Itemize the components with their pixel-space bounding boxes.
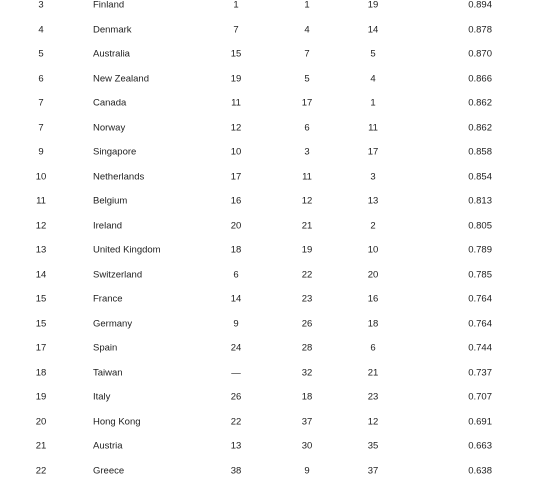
- rank-column-3-cell-text: 19: [367, 0, 379, 11]
- table-row: [0, 287, 550, 312]
- score-cell: 0.862: [468, 97, 492, 109]
- country-cell: Ireland: [93, 219, 123, 231]
- rank-column-3-cell-text: 11: [368, 121, 378, 133]
- rank-column-3-cell-text: 4: [370, 72, 376, 84]
- country-cell: France: [93, 293, 123, 305]
- country-cell: Greece: [93, 464, 125, 476]
- score-cell: 0.785: [468, 268, 492, 280]
- table-row: [0, 385, 550, 410]
- rank-column-3-cell-text: 23: [367, 391, 379, 403]
- table-row: [0, 0, 550, 17]
- rank-cell-text: 22: [35, 464, 47, 476]
- country-cell: Australia: [93, 48, 130, 60]
- rank-column-1-cell-text: 6: [233, 268, 239, 280]
- rank-column-2-cell-text: 37: [301, 415, 313, 427]
- table-row: [0, 189, 550, 214]
- rank-column-3-cell-text: 20: [367, 268, 379, 280]
- rank-column-2-cell-text: 19: [301, 244, 313, 256]
- rank-cell-text: 12: [35, 219, 47, 231]
- rank-column-1-cell-text: 11: [231, 97, 241, 109]
- rank-column-3-cell-text: 12: [367, 415, 379, 427]
- rank-column-2-cell-text: 21: [301, 219, 313, 231]
- score-cell: 0.805: [468, 219, 492, 231]
- rank-column-3-cell-text: 6: [370, 342, 376, 354]
- table-row: [0, 434, 550, 459]
- rank-column-1-cell-text: 10: [230, 146, 242, 158]
- rank-column-1-cell-text: 24: [230, 342, 242, 354]
- country-cell: Italy: [93, 391, 111, 403]
- country-cell: Norway: [93, 121, 126, 133]
- table-row: [0, 115, 550, 140]
- score-cell: 0.866: [468, 72, 492, 84]
- rank-column-1-cell-text: —: [231, 366, 241, 378]
- rank-column-1-cell-text: 19: [230, 72, 242, 84]
- table-row: [0, 17, 550, 42]
- rank-column-1-cell-text: 22: [230, 415, 242, 427]
- score-cell: 0.858: [468, 146, 492, 158]
- table-row: [0, 458, 550, 483]
- rank-column-3-cell-text: 10: [367, 244, 379, 256]
- score-cell: 0.894: [468, 0, 492, 11]
- table-row: [0, 311, 550, 336]
- rank-column-1-cell-text: 9: [233, 317, 239, 329]
- rank-column-2-cell-text: 23: [301, 293, 313, 305]
- rank-column-2-cell-text: 18: [301, 391, 313, 403]
- rank-column-1-cell-text: 14: [230, 293, 242, 305]
- table-row: [0, 164, 550, 189]
- rank-column-1-cell-text: 26: [230, 391, 242, 403]
- rank-column-2-cell-text: 32: [301, 366, 313, 378]
- rank-column-3-cell-text: 18: [367, 317, 379, 329]
- rank-column-1-cell-text: 13: [230, 440, 242, 452]
- rank-cell-text: 7: [38, 121, 44, 133]
- rank-cell-text: 11: [36, 195, 46, 207]
- country-cell: New Zealand: [93, 72, 149, 84]
- rank-cell-text: 14: [35, 268, 47, 280]
- rank-cell-text: 21: [35, 440, 47, 452]
- rank-column-3-cell-text: 5: [370, 48, 376, 60]
- country-cell: Austria: [93, 440, 123, 452]
- rank-cell-text: 13: [35, 244, 47, 256]
- rank-column-2-cell-text: 6: [304, 121, 310, 133]
- rank-column-3-cell-text: 2: [370, 219, 376, 231]
- country-cell: Netherlands: [93, 170, 145, 182]
- table-row: [0, 66, 550, 91]
- table-row: [0, 213, 550, 238]
- rank-cell-text: 15: [35, 317, 47, 329]
- country-cell: Belgium: [93, 195, 128, 207]
- rank-column-3-cell-text: 14: [367, 23, 379, 35]
- rank-column-2-cell-text: 30: [301, 440, 313, 452]
- score-cell: 0.789: [468, 244, 492, 256]
- country-cell: Hong Kong: [93, 415, 141, 427]
- rank-column-2-cell-text: 22: [301, 268, 313, 280]
- score-cell: 0.854: [468, 170, 492, 182]
- rank-column-2-cell-text: 26: [301, 317, 313, 329]
- country-cell: Canada: [93, 97, 127, 109]
- rank-column-3-cell-text: 3: [370, 170, 376, 182]
- rank-cell-text: 4: [38, 23, 44, 35]
- rank-column-3-cell-text: 21: [367, 366, 379, 378]
- rank-column-1-cell-text: 17: [230, 170, 242, 182]
- rank-column-2-cell-text: 1: [304, 0, 310, 11]
- rank-cell-text: 6: [38, 72, 44, 84]
- table-row: [0, 262, 550, 287]
- country-cell: Spain: [93, 342, 118, 354]
- rank-column-3-cell-text: 13: [367, 195, 379, 207]
- rank-cell-text: 15: [35, 293, 47, 305]
- rank-column-1-cell-text: 7: [233, 23, 239, 35]
- rank-column-2-cell-text: 28: [301, 342, 313, 354]
- score-cell: 0.737: [468, 366, 492, 378]
- country-cell: Denmark: [93, 23, 132, 35]
- country-cell: Taiwan: [93, 366, 123, 378]
- score-cell: 0.813: [468, 195, 492, 207]
- rank-column-2-cell-text: 11: [302, 170, 312, 182]
- rank-column-1-cell-text: 15: [230, 48, 242, 60]
- rank-cell-text: 20: [35, 415, 47, 427]
- country-cell: Singapore: [93, 146, 137, 158]
- rank-cell-text: 7: [38, 97, 44, 109]
- table-row: [0, 42, 550, 67]
- score-cell: 0.707: [468, 391, 492, 403]
- table-row: [0, 360, 550, 385]
- rank-column-1-cell-text: 38: [230, 464, 242, 476]
- rank-column-2-cell-text: 4: [304, 23, 310, 35]
- rank-column-2-cell-text: 5: [304, 72, 310, 84]
- rank-cell-text: 9: [38, 146, 44, 158]
- rank-column-2-cell-text: 12: [301, 195, 313, 207]
- score-cell: 0.744: [468, 342, 492, 354]
- rank-column-3-cell-text: 16: [367, 293, 379, 305]
- rank-cell-text: 18: [35, 366, 47, 378]
- score-cell: 0.878: [468, 23, 492, 35]
- rank-column-1-cell-text: 20: [230, 219, 242, 231]
- country-cell: Germany: [93, 317, 133, 329]
- rank-column-1-cell-text: 12: [230, 121, 242, 133]
- score-cell: 0.663: [468, 440, 492, 452]
- rank-column-2-cell-text: 17: [301, 97, 313, 109]
- rank-column-2-cell-text: 3: [304, 146, 310, 158]
- rank-column-1-cell-text: 1: [233, 0, 239, 11]
- table-row: [0, 336, 550, 361]
- country-cell: Finland: [93, 0, 125, 11]
- rank-cell-text: 17: [35, 342, 47, 354]
- table-row: [0, 238, 550, 263]
- rank-column-2-cell-text: 9: [304, 464, 310, 476]
- score-cell: 0.638: [468, 464, 492, 476]
- table-row: [0, 409, 550, 434]
- score-cell: 0.764: [468, 317, 492, 329]
- table-row: [0, 91, 550, 116]
- rank-column-3-cell-text: 17: [367, 146, 379, 158]
- country-cell: Switzerland: [93, 268, 143, 280]
- score-cell: 0.691: [468, 415, 492, 427]
- rank-column-3-cell-text: 37: [367, 464, 379, 476]
- score-cell: 0.870: [468, 48, 492, 60]
- score-cell: 0.764: [468, 293, 492, 305]
- rank-column-3-cell-text: 1: [370, 97, 376, 109]
- rank-column-2-cell-text: 7: [304, 48, 310, 60]
- score-cell: 0.862: [468, 121, 492, 133]
- rank-cell-text: 3: [38, 0, 44, 11]
- country-cell: United Kingdom: [93, 244, 161, 256]
- rank-cell-text: 5: [38, 48, 44, 60]
- rank-cell-text: 19: [35, 391, 47, 403]
- rank-column-1-cell-text: 16: [230, 195, 242, 207]
- rank-column-3-cell-text: 35: [367, 440, 379, 452]
- table-row: [0, 140, 550, 165]
- rank-column-1-cell-text: 18: [230, 244, 242, 256]
- rank-cell-text: 10: [35, 170, 47, 182]
